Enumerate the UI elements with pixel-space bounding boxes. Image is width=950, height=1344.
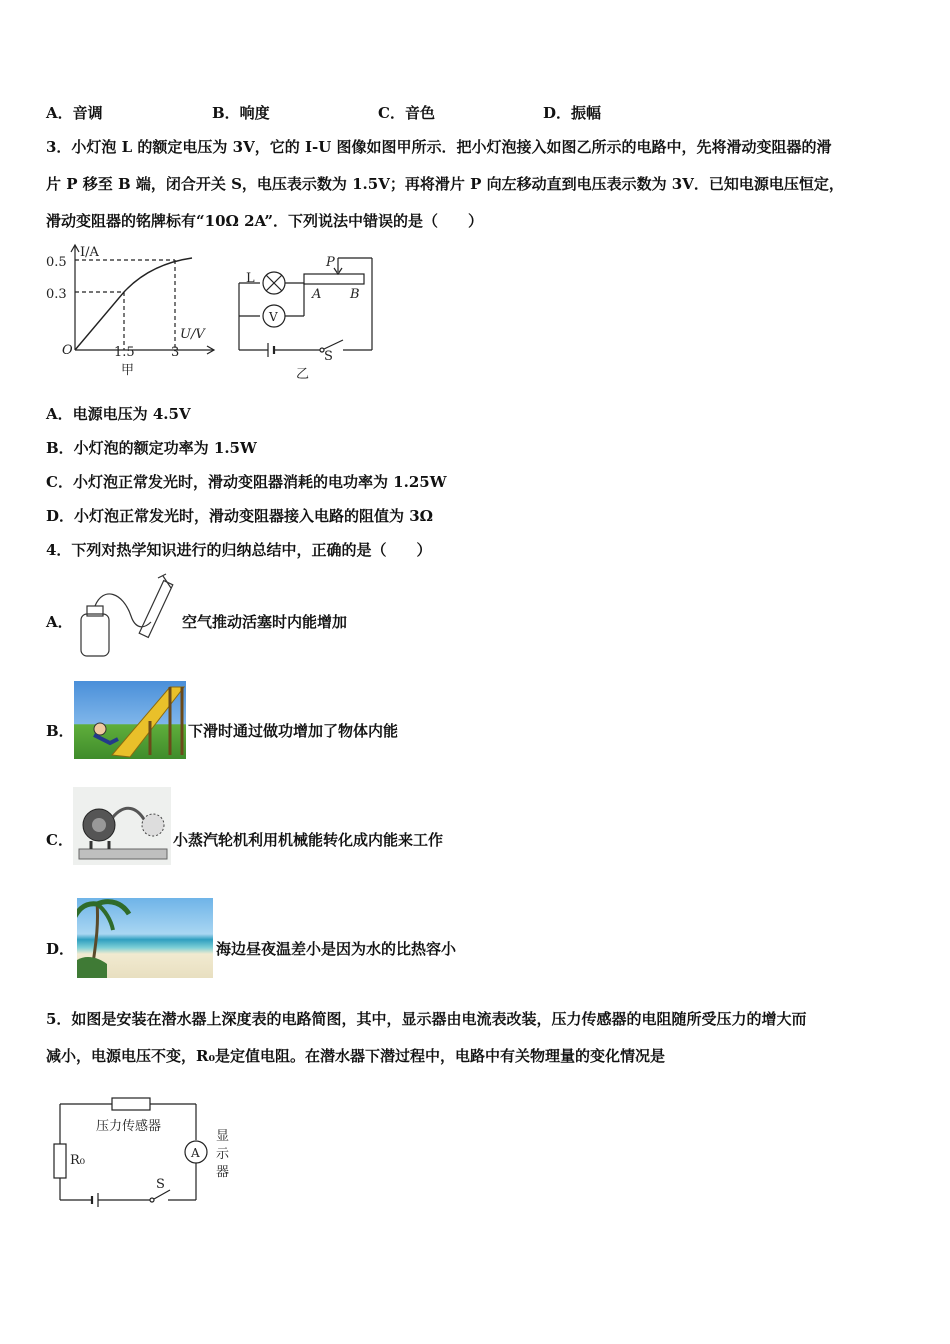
graph-xlabel: U/V [180, 327, 205, 342]
display-label-1: 显 [216, 1129, 230, 1144]
display-label-2: 示 [216, 1147, 230, 1162]
q3-circuit [230, 250, 380, 382]
graph-ylabel: I/A [80, 245, 99, 260]
q3-option-b: B．小灯泡的额定功率为 1.5W [46, 439, 257, 457]
slider-label: P [326, 255, 335, 270]
switch-label: S [156, 1177, 165, 1192]
end-a-label: A [312, 287, 322, 302]
q4-option-a-text: 空气推动活塞时内能增加 [182, 613, 348, 631]
q4-option-c-letter: C． [46, 831, 73, 849]
q4-stem: 4．下列对热学知识进行的归纳总结中，正确的是（ ） [46, 541, 432, 559]
q3-stem-line-1: 3．小灯泡 L 的额定电压为 3V，它的 I-U 图像如图甲所示．把小灯泡接入如图乙所示的电路中，先将滑动变阻器的滑 [46, 138, 832, 156]
graph-caption: 甲 [121, 363, 135, 378]
lamp-label: L [246, 271, 255, 286]
q2-option-a: A．音调 [46, 104, 103, 122]
q4-option-d-letter: D． [46, 940, 75, 958]
q3-stem-line-2: 片 P 移至 B 端，闭合开关 S，电压表示数为 1.5V；再将滑片 P 向左移动直到电压表示数为 3V．已知电源电压恒定， [46, 175, 844, 193]
q4-option-c-image [73, 787, 171, 865]
q4-option-b-image [74, 681, 186, 759]
q3-option-d: D．小灯泡正常发光时，滑动变阻器接入电路的阻值为 3Ω [46, 507, 434, 525]
q4-option-c-text: 小蒸汽轮机利用机械能转化成内能来工作 [173, 831, 444, 849]
pump-icon [139, 581, 173, 638]
q3-option-a: A．电源电压为 4.5V [46, 405, 191, 423]
q5-stem-line-2: 减小，电源电压不变，R₀是定值电阻。在潜水器下潜过程中，电路中有关物理量的变化情况是 [46, 1047, 666, 1065]
display-label-3: 器 [216, 1165, 230, 1180]
circuit-caption: 乙 [296, 367, 310, 382]
q2-option-b: B．响度 [212, 104, 270, 122]
voltmeter-label: V [269, 310, 278, 324]
beach-scene [77, 898, 213, 978]
switch-pivot [150, 1198, 154, 1202]
q5-stem-line-1: 5．如图是安装在潜水器上深度表的电路简图，其中，显示器由电流表改装，压力传感器的电阻随所受压力的增大而 [46, 1010, 807, 1028]
q4-option-b-text: 下滑时通过做功增加了物体内能 [188, 722, 399, 740]
ammeter-label: A [191, 1146, 200, 1160]
switch-blade [324, 340, 343, 349]
steam-turbine [73, 787, 171, 865]
graph-ytick-0.5: 0.5 [46, 255, 67, 270]
q4-option-d-image [77, 898, 213, 978]
pressure-sensor-label: 压力传感器 [96, 1119, 162, 1134]
q4-option-a-letter: A． [46, 613, 73, 631]
q5-circuit [44, 1092, 244, 1212]
graph-xtick-3: 3 [171, 345, 180, 360]
q4-option-a-image [73, 572, 181, 660]
end-b-label: B [350, 287, 360, 302]
q2-option-d: D．振幅 [543, 104, 602, 122]
q2-option-c: C．音色 [378, 104, 435, 122]
pressure-sensor-symbol [112, 1098, 150, 1110]
bottle-icon [81, 614, 109, 656]
q3-iu-graph [42, 242, 222, 382]
resistor-r0-symbol [54, 1144, 66, 1178]
graph-origin: O [62, 343, 73, 358]
rheostat-body [304, 274, 364, 284]
resistor-r0-label: R₀ [70, 1153, 85, 1168]
q3-option-c: C．小灯泡正常发光时，滑动变阻器消耗的电功率为 1.25W [46, 473, 447, 491]
switch-label: S [324, 349, 333, 364]
q4-option-d-text: 海边昼夜温差小是因为水的比热容小 [216, 940, 457, 958]
q4-option-b-letter: B． [46, 722, 74, 740]
slide-scene [74, 681, 186, 759]
q3-stem-line-3: 滑动变阻器的铭牌标有“10Ω 2A”．下列说法中错误的是（ ） [46, 212, 484, 230]
graph-xtick-1.5: 1.5 [114, 345, 135, 360]
graph-ytick-0.3: 0.3 [46, 287, 67, 302]
